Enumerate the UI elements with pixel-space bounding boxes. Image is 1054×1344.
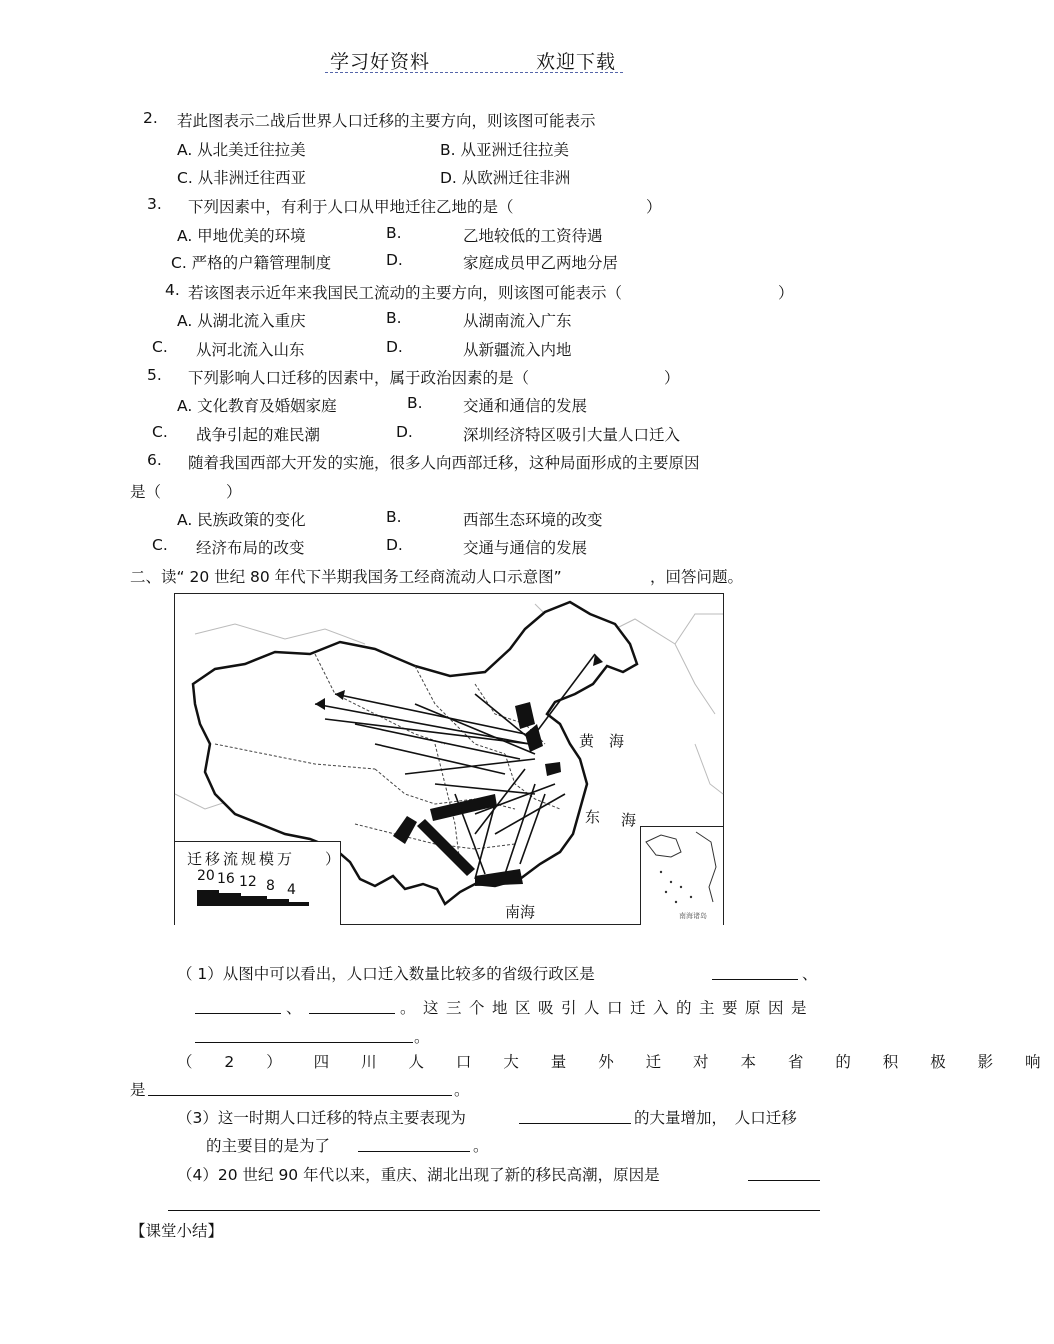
q4-option-a: A. 从湖北流入重庆 (177, 312, 306, 330)
subq1-blank-4[interactable] (195, 1025, 413, 1043)
legend-paren: ） (325, 850, 341, 868)
q2-number: 2. (143, 109, 158, 127)
q2-stem: 若此图表示二战后世界人口迁移的主要方向，则该图可能表示 (177, 112, 596, 130)
q3-option-c: C. 严格的户籍管理制度 (171, 254, 332, 272)
q6-close: ） (226, 483, 242, 501)
subq2-blank[interactable] (148, 1078, 452, 1096)
subq1-text: （ 1）从图中可以看出，人口迁入数量比较多的省级行政区是 (177, 965, 595, 983)
subq3-blank-1[interactable] (519, 1106, 631, 1124)
legend-title: 迁移流规模万 (187, 850, 296, 868)
label-east-sea-2: 海 (621, 811, 637, 829)
section2-title: 二、读“ 20 世纪 80 年代下半期我国务工经商流动人口示意图” (130, 568, 562, 586)
subq2-text-2: 是 (130, 1081, 146, 1099)
q6-option-d: 交通与通信的发展 (463, 539, 588, 557)
inset-label: 南海诸岛 (679, 912, 707, 920)
q2-option-b: B. 从亚洲迁往拉美 (440, 141, 569, 159)
q6-option-a: A. 民族政策的变化 (177, 511, 306, 529)
south-china-sea-inset (640, 826, 723, 925)
subq1-blank-1[interactable] (712, 962, 798, 980)
legend-value-16: 16 (217, 871, 235, 887)
q6-option-c-label: C. (152, 536, 168, 554)
subq1-end: 。 (414, 1028, 430, 1046)
subq3-end: 。 (473, 1137, 489, 1155)
q6-option-d-label: D. (386, 536, 403, 554)
q5-option-c-label: C. (152, 423, 168, 441)
q2-option-a: A. 从北美迁往拉美 (177, 141, 306, 159)
q5-stem: 下列影响人口迁移的因素中，属于政治因素的是（ (188, 369, 530, 387)
q3-close: ） (646, 198, 662, 216)
q5-option-d-label: D. (396, 423, 413, 441)
q3-number: 3. (147, 195, 162, 213)
q2-option-d: D. 从欧洲迁往非洲 (440, 169, 571, 187)
section2-suffix: ，回答问题。 (650, 568, 744, 586)
q5-option-d: 深圳经济特区吸引大量人口迁入 (463, 426, 681, 444)
subq2-text: （ 2 ） 四 川 人 口 大 量 外 迁 对 本 省 的 积 极 影 响 (177, 1053, 1054, 1071)
migration-map (174, 593, 724, 925)
q6-option-b-label: B. (386, 508, 402, 526)
legend-scale-bar (197, 888, 327, 908)
subq1-blank-2[interactable] (195, 996, 281, 1014)
subq3-text-2: 的大量增加， 人口迁移 (634, 1109, 797, 1127)
subq4-text: （4）20 世纪 90 年代以来，重庆、湖北出现了新的移民高潮，原因是 (177, 1166, 660, 1184)
q5-option-b-label: B. (407, 394, 423, 412)
header-left: 学习好资料 (330, 51, 431, 73)
q3-option-a: A. 甲地优美的环境 (177, 227, 306, 245)
label-yellow-sea: 黄 海 (579, 732, 625, 750)
q3-option-d: 家庭成员甲乙两地分居 (463, 254, 619, 272)
q6-option-c: 经济布局的改变 (196, 539, 305, 557)
subq1-blank-3[interactable] (309, 996, 395, 1014)
subq3-text-3: 的主要目的是为了 (206, 1137, 331, 1155)
q5-option-c: 战争引起的难民潮 (196, 426, 321, 444)
legend-value-20: 20 (197, 868, 215, 884)
q6-option-b: 西部生态环境的改变 (463, 511, 603, 529)
subq4-answer-line[interactable] (168, 1210, 820, 1211)
q3-option-d-label: D. (386, 251, 403, 269)
q4-option-c-label: C. (152, 338, 168, 356)
subq1-sep-2: 、 (286, 999, 302, 1017)
header-underline (325, 72, 623, 73)
legend-value-12: 12 (239, 874, 257, 890)
map-legend (175, 841, 341, 925)
q5-option-b: 交通和通信的发展 (463, 397, 588, 415)
label-south-sea: 南海 (505, 903, 536, 921)
q6-stem-cont: 是（ (130, 483, 162, 501)
q4-option-c: 从河北流入山东 (196, 341, 305, 359)
subq1-sep-1: 、 (802, 965, 818, 983)
q5-option-a: A. 文化教育及婚姻家庭 (177, 397, 337, 415)
q5-number: 5. (147, 366, 162, 384)
q6-number: 6. (147, 451, 162, 469)
q4-option-b: 从湖南流入广东 (463, 312, 572, 330)
subq3-text: （3）这一时期人口迁移的特点主要表现为 (177, 1109, 466, 1127)
q4-stem: 若该图表示近年来我国民工流动的主要方向，则该图可能表示（ (188, 284, 623, 302)
q4-option-d: 从新疆流入内地 (463, 341, 572, 359)
q4-number: 4. (165, 281, 180, 299)
q4-option-d-label: D. (386, 338, 403, 356)
q6-stem: 随着我国西部大开发的实施，很多人向西部迁移，这种局面形成的主要原因 (188, 454, 700, 472)
class-summary-heading: 【课堂小结】 (130, 1222, 224, 1240)
subq2-end: 。 (454, 1081, 470, 1099)
subq4-blank[interactable] (748, 1163, 820, 1181)
q3-option-b: 乙地较低的工资待遇 (463, 227, 603, 245)
q2-option-c: C. 从非洲迁往西亚 (177, 169, 307, 187)
q4-close: ） (778, 284, 794, 302)
legend-value-4: 4 (287, 882, 296, 898)
q3-option-b-label: B. (386, 224, 402, 242)
q3-stem: 下列因素中，有利于人口从甲地迁往乙地的是（ (188, 198, 514, 216)
q5-close: ） (664, 369, 680, 387)
legend-value-8: 8 (266, 878, 275, 894)
subq1-text-2: 。这三个地区吸引人口迁入的主要原因是 (400, 999, 815, 1017)
subq3-blank-2[interactable] (358, 1134, 470, 1152)
q4-option-b-label: B. (386, 309, 402, 327)
header-right: 欢迎下载 (536, 51, 617, 73)
label-east-sea-1: 东 (585, 808, 601, 826)
